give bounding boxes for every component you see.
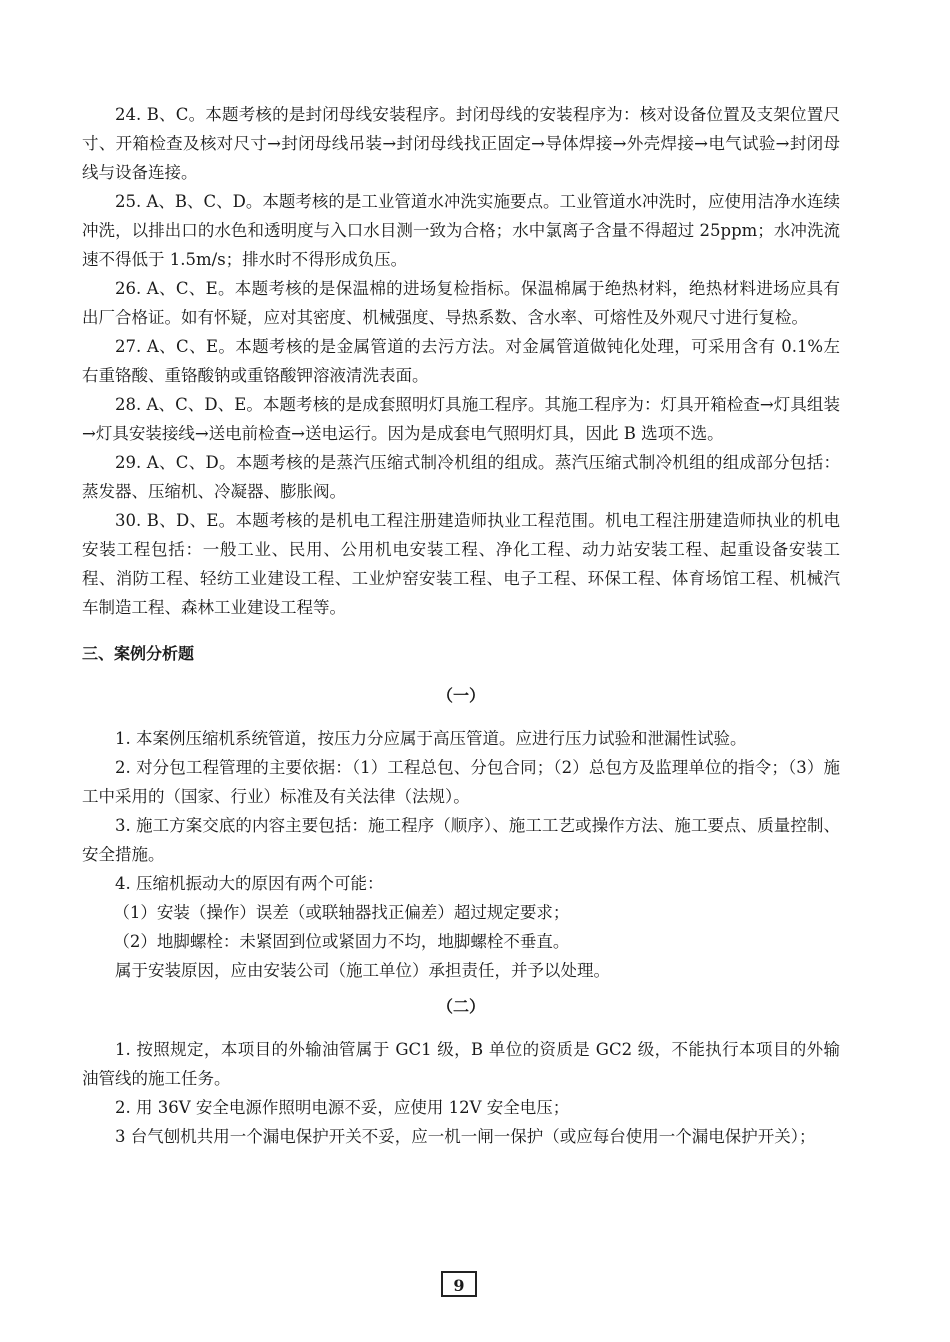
answer-30: 30. B、D、E。本题考核的是机电工程注册建造师执业工程范围。机电工程注册建造师执业的机电安装工程包括：一般工业、民用、公用机电安装工程、净化工程、动力站安装工程、起重设备安装工程、消防工程、轻纺工业建设工程、工业炉窑安装工程、电子工程、环保工程、体育场馆工程、机械汽车制造工程、森林工业建设工程等。	[82, 511, 840, 617]
case-1-item-1: 1. 本案例压缩机系统管道，按压力分应属于高压管道。应进行压力试验和泄漏性试验。	[115, 729, 747, 748]
case-1-item-4-sub-2: （2）地脚螺栓：未紧固到位或紧固力不均，地脚螺栓不垂直。	[113, 932, 570, 951]
case-2-item-2: 2. 用 36V 安全电源作照明电源不妥，应使用 12V 安全电压；	[115, 1098, 570, 1117]
case-1-title: （一）	[436, 686, 485, 705]
answer-27: 27. A、C、E。本题考核的是金属管道的去污方法。对金属管道做钝化处理，可采用含有 0.1%左右重铬酸、重铬酸钠或重铬酸钾溶液清洗表面。	[82, 337, 840, 385]
answer-24: 24. B、C。本题考核的是封闭母线安装程序。封闭母线的安装程序为：核对设备位置及支架位置尺寸、开箱检查及核对尺寸→封闭母线吊装→封闭母线找正固定→导体焊接→外壳焊接→电气试验→封闭母线与设备连接。	[82, 105, 840, 182]
answer-26: 26. A、C、E。本题考核的是保温棉的进场复检指标。保温棉属于绝热材料，绝热材料进场应具有出厂合格证。如有怀疑，应对其密度、机械强度、导热系数、含水率、可熔性及外观尺寸进行复检。	[82, 279, 840, 327]
section-title-case-analysis: 三、案例分析题	[82, 644, 195, 663]
case-2-item-1: 1. 按照规定，本项目的外输油管属于 GC1 级，B 单位的资质是 GC2 级，不能执行本项目的外输油管线的施工任务。	[82, 1040, 840, 1088]
case-1-conclusion: 属于安装原因，应由安装公司（施工单位）承担责任，并予以处理。	[115, 961, 610, 980]
answer-29: 29. A、C、D。本题考核的是蒸汽压缩式制冷机组的组成。蒸汽压缩式制冷机组的组成部分包括：蒸发器、压缩机、冷凝器、膨胀阀。	[82, 453, 840, 501]
answer-25: 25. A、B、C、D。本题考核的是工业管道水冲洗实施要点。工业管道水冲洗时，应使用洁净水连续冲洗，以排出口的水色和透明度与入口水目测一致为合格；水中氯离子含量不得超过 25ppm；水冲洗流速不得低于 1.5m/s；排水时不得形成负压。	[82, 192, 840, 269]
case-1-item-4-sub-1: （1）安装（操作）误差（或联轴器找正偏差）超过规定要求；	[113, 903, 570, 922]
case-2-title: （二）	[436, 997, 485, 1016]
case-1-item-2: 2. 对分包工程管理的主要依据：（1）工程总包、分包合同；（2）总包方及监理单位的指令；（3）施工中采用的（国家、行业）标准及有关法律（法规）。	[82, 758, 840, 806]
case-1-item-4: 4. 压缩机振动大的原因有两个可能：	[115, 874, 384, 893]
case-1-item-3: 3. 施工方案交底的内容主要包括：施工程序（顺序）、施工工艺或操作方法、施工要点、质量控制、安全措施。	[82, 816, 840, 864]
page-number: 9	[441, 1271, 477, 1297]
answer-28: 28. A、C、D、E。本题考核的是成套照明灯具施工程序。其施工程序为：灯具开箱检查→灯具组装→灯具安装接线→送电前检查→送电运行。因为是成套电气照明灯具，因此 B 选项不选。	[82, 395, 840, 443]
case-2-item-2-continued: 3 台气刨机共用一个漏电保护开关不妥，应一机一闸一保护（或应每台使用一个漏电保护开关）；	[115, 1127, 816, 1146]
page-content	[82, 100, 840, 1151]
